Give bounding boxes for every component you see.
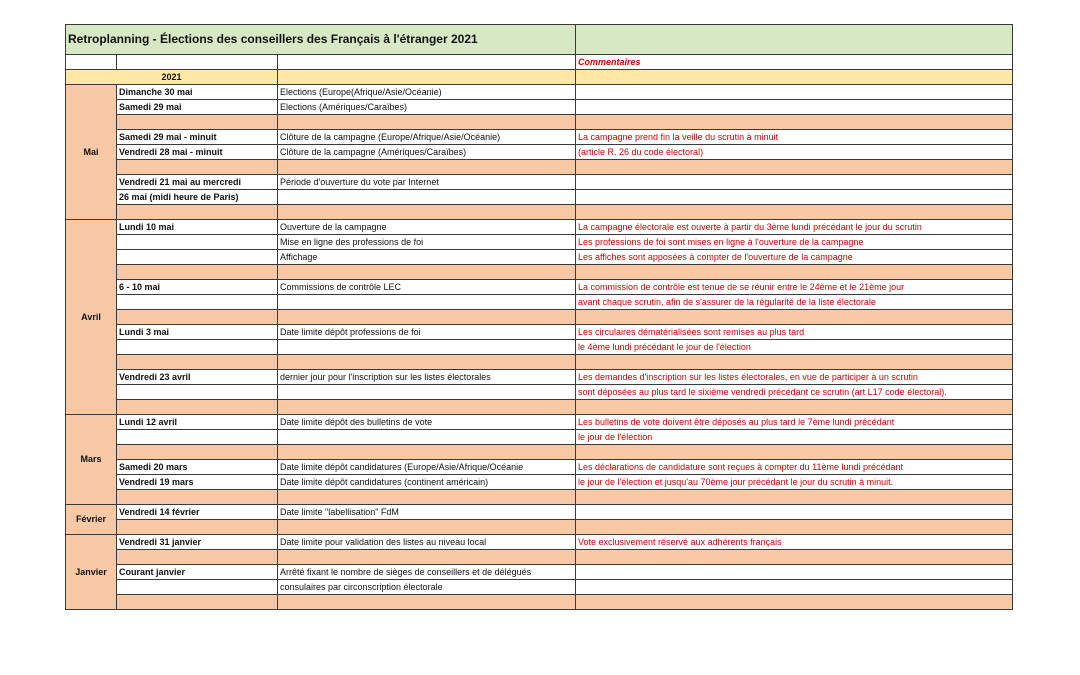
comment-cell bbox=[576, 550, 1013, 565]
date-cell: Courant janvier bbox=[117, 565, 278, 580]
date-cell bbox=[117, 580, 278, 595]
date-cell: 26 mai (midi heure de Paris) bbox=[117, 190, 278, 205]
table-row bbox=[66, 355, 1013, 370]
table-row bbox=[66, 565, 1013, 580]
empty-cell bbox=[278, 70, 576, 85]
date-cell bbox=[117, 295, 278, 310]
table-row bbox=[66, 535, 1013, 550]
year-row bbox=[66, 70, 1013, 85]
table-row bbox=[66, 235, 1013, 250]
table-row bbox=[66, 550, 1013, 565]
comment-cell bbox=[576, 85, 1013, 100]
event-cell bbox=[278, 340, 576, 355]
comment-cell bbox=[576, 115, 1013, 130]
comment-cell: Les demandes d'inscription sur les listes électorales, en vue de participer à un scrutin bbox=[576, 370, 1013, 385]
table-row bbox=[66, 595, 1013, 610]
date-cell bbox=[117, 250, 278, 265]
comment-cell: La commission de contrôle est tenue de se réunir entre le 24ème et le 21ème jour bbox=[576, 280, 1013, 295]
event-cell bbox=[278, 430, 576, 445]
event-cell: Elections (Europe(Afrique/Asie/Océanie) bbox=[278, 85, 576, 100]
date-cell bbox=[117, 340, 278, 355]
table-row bbox=[66, 310, 1013, 325]
event-cell bbox=[278, 385, 576, 400]
sheet-title: Retroplanning - Élections des conseillers des Français à l'étranger 2021 bbox=[66, 25, 576, 55]
table-row bbox=[66, 295, 1013, 310]
event-cell bbox=[278, 355, 576, 370]
event-cell: Clôture de la campagne (Amériques/Caraïbes) bbox=[278, 145, 576, 160]
table-row bbox=[66, 505, 1013, 520]
table-row bbox=[66, 160, 1013, 175]
title-row bbox=[66, 25, 1013, 55]
table-row bbox=[66, 205, 1013, 220]
empty-cell bbox=[66, 55, 117, 70]
comment-cell: Les circulaires dématérialisées sont remises au plus tard bbox=[576, 325, 1013, 340]
table-row bbox=[66, 340, 1013, 355]
comment-cell bbox=[576, 565, 1013, 580]
event-cell: consulaires par circonscription électorale bbox=[278, 580, 576, 595]
date-cell: Lundi 3 mai bbox=[117, 325, 278, 340]
table-row bbox=[66, 415, 1013, 430]
date-cell bbox=[117, 430, 278, 445]
event-cell: Mise en ligne des professions de foi bbox=[278, 235, 576, 250]
date-cell bbox=[117, 205, 278, 220]
event-cell: Clôture de la campagne (Europe/Afrique/Asie/Océanie) bbox=[278, 130, 576, 145]
date-cell: Vendredi 14 février bbox=[117, 505, 278, 520]
table-row bbox=[66, 460, 1013, 475]
table-row bbox=[66, 190, 1013, 205]
comment-cell bbox=[576, 520, 1013, 535]
date-cell bbox=[117, 490, 278, 505]
comment-cell bbox=[576, 400, 1013, 415]
comment-cell: le jour de l'élection et jusqu'au 70ème jour précédant le jour du scrutin à minuit. bbox=[576, 475, 1013, 490]
date-cell bbox=[117, 355, 278, 370]
date-cell bbox=[117, 400, 278, 415]
comment-cell bbox=[576, 580, 1013, 595]
comment-cell bbox=[576, 505, 1013, 520]
comment-cell bbox=[576, 490, 1013, 505]
table-row bbox=[66, 445, 1013, 460]
comment-cell: Les bulletins de vote doivent être déposés au plus tard le 7ème lundi précédant bbox=[576, 415, 1013, 430]
retroplanning-table bbox=[65, 24, 1013, 610]
date-cell bbox=[117, 310, 278, 325]
event-cell: Date limite dépôt professions de foi bbox=[278, 325, 576, 340]
month-label: Février bbox=[66, 505, 117, 535]
empty-cell bbox=[576, 70, 1013, 85]
table-row bbox=[66, 130, 1013, 145]
comment-cell: Les affiches sont apposées à compter de l'ouverture de la campagne bbox=[576, 250, 1013, 265]
empty-cell bbox=[278, 55, 576, 70]
comment-cell: le 4ème lundi précédant le jour de l'élection bbox=[576, 340, 1013, 355]
comment-cell: (article R. 26 du code électoral) bbox=[576, 145, 1013, 160]
comment-cell bbox=[576, 355, 1013, 370]
date-cell bbox=[117, 445, 278, 460]
date-cell: Vendredi 28 mai - minuit bbox=[117, 145, 278, 160]
table-row bbox=[66, 580, 1013, 595]
event-cell bbox=[278, 190, 576, 205]
date-cell bbox=[117, 265, 278, 280]
date-cell: Vendredi 23 avril bbox=[117, 370, 278, 385]
event-cell: Elections (Amériques/Caraïbes) bbox=[278, 100, 576, 115]
date-cell bbox=[117, 235, 278, 250]
table-row bbox=[66, 115, 1013, 130]
date-cell: Samedi 29 mai - minuit bbox=[117, 130, 278, 145]
event-cell bbox=[278, 550, 576, 565]
table-row bbox=[66, 145, 1013, 160]
event-cell bbox=[278, 445, 576, 460]
table-row bbox=[66, 370, 1013, 385]
empty-cell bbox=[117, 55, 278, 70]
table-row bbox=[66, 175, 1013, 190]
table-row bbox=[66, 100, 1013, 115]
date-cell: Vendredi 31 janvier bbox=[117, 535, 278, 550]
date-cell: Dimanche 30 mai bbox=[117, 85, 278, 100]
date-cell bbox=[117, 520, 278, 535]
event-cell bbox=[278, 520, 576, 535]
table-row bbox=[66, 520, 1013, 535]
month-label: Mars bbox=[66, 415, 117, 505]
date-cell: Lundi 10 mai bbox=[117, 220, 278, 235]
event-cell: Date limite pour validation des listes au niveau local bbox=[278, 535, 576, 550]
date-cell bbox=[117, 595, 278, 610]
comment-cell bbox=[576, 160, 1013, 175]
date-cell bbox=[117, 160, 278, 175]
table-row bbox=[66, 490, 1013, 505]
comment-cell bbox=[576, 100, 1013, 115]
table-row bbox=[66, 85, 1013, 100]
event-cell bbox=[278, 115, 576, 130]
comment-cell: avant chaque scrutin, afin de s'assurer de la régularité de la liste électorale bbox=[576, 295, 1013, 310]
date-cell: Vendredi 21 mai au mercredi bbox=[117, 175, 278, 190]
event-cell bbox=[278, 295, 576, 310]
month-label: Avril bbox=[66, 220, 117, 415]
event-cell: Date limite dépôt candidatures (continent américain) bbox=[278, 475, 576, 490]
date-cell: Lundi 12 avril bbox=[117, 415, 278, 430]
comment-cell bbox=[576, 265, 1013, 280]
comment-cell bbox=[576, 190, 1013, 205]
event-cell: Période d'ouverture du vote par Internet bbox=[278, 175, 576, 190]
table-row bbox=[66, 430, 1013, 445]
table-row bbox=[66, 325, 1013, 340]
event-cell bbox=[278, 400, 576, 415]
event-cell: dernier jour pour l'inscription sur les listes électorales bbox=[278, 370, 576, 385]
date-cell: Vendredi 19 mars bbox=[117, 475, 278, 490]
title-comment-cell bbox=[576, 25, 1013, 55]
comment-cell bbox=[576, 310, 1013, 325]
comment-cell bbox=[576, 205, 1013, 220]
month-label: Janvier bbox=[66, 535, 117, 610]
comment-cell: Les déclarations de candidature sont reçues à compter du 11ème lundi précédant bbox=[576, 460, 1013, 475]
table-row bbox=[66, 250, 1013, 265]
comment-cell: Les professions de foi sont mises en ligne à l'ouverture de la campagne bbox=[576, 235, 1013, 250]
event-cell bbox=[278, 205, 576, 220]
date-cell bbox=[117, 550, 278, 565]
event-cell bbox=[278, 595, 576, 610]
comment-cell bbox=[576, 445, 1013, 460]
table-row bbox=[66, 280, 1013, 295]
comment-cell bbox=[576, 175, 1013, 190]
month-label: Mai bbox=[66, 85, 117, 220]
event-cell: Date limite dépôt candidatures (Europe/Asie/Afrique/Océanie bbox=[278, 460, 576, 475]
event-cell: Arrêté fixant le nombre de sièges de conseillers et de délégués bbox=[278, 565, 576, 580]
date-cell: Samedi 29 mai bbox=[117, 100, 278, 115]
table-row bbox=[66, 265, 1013, 280]
comment-cell: sont déposées au plus tard le sixième vendredi précédant ce scrutin (art L17 code électoral). bbox=[576, 385, 1013, 400]
event-cell bbox=[278, 160, 576, 175]
event-cell bbox=[278, 310, 576, 325]
event-cell bbox=[278, 490, 576, 505]
comments-header: Commentaires bbox=[576, 55, 1013, 70]
date-cell bbox=[117, 115, 278, 130]
comment-cell: Vote exclusivement réservé aux adhérents français bbox=[576, 535, 1013, 550]
event-cell: Ouverture de la campagne bbox=[278, 220, 576, 235]
table-row bbox=[66, 385, 1013, 400]
event-cell bbox=[278, 265, 576, 280]
event-cell: Date limite dépôt des bulletins de vote bbox=[278, 415, 576, 430]
table-row bbox=[66, 220, 1013, 235]
table-row bbox=[66, 475, 1013, 490]
comments-header-row bbox=[66, 55, 1013, 70]
event-cell: Commissions de contrôle LEC bbox=[278, 280, 576, 295]
event-cell: Date limite "labellisation" FdM bbox=[278, 505, 576, 520]
year-label: 2021 bbox=[66, 70, 278, 85]
event-cell: Affichage bbox=[278, 250, 576, 265]
date-cell: Samedi 20 mars bbox=[117, 460, 278, 475]
date-cell bbox=[117, 385, 278, 400]
date-cell: 6 - 10 mai bbox=[117, 280, 278, 295]
table-row bbox=[66, 400, 1013, 415]
comment-cell: La campagne électorale est ouverte à partir du 3ème lundi précédant le jour du scrutin bbox=[576, 220, 1013, 235]
comment-cell: La campagne prend fin la veille du scrutin à minuit bbox=[576, 130, 1013, 145]
comment-cell bbox=[576, 595, 1013, 610]
comment-cell: le jour de l'élection bbox=[576, 430, 1013, 445]
